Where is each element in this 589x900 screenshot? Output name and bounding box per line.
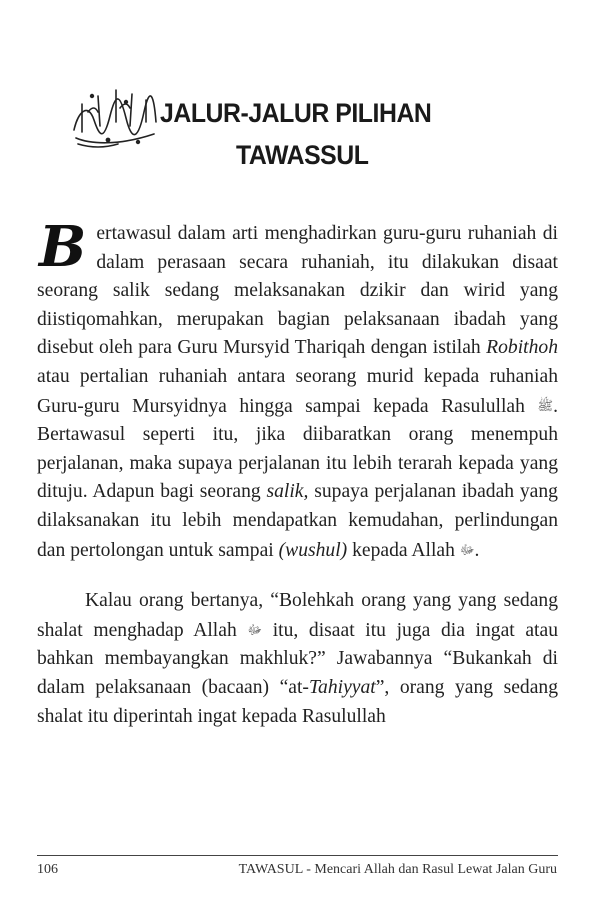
term-robithoh: Robithoh <box>486 337 558 359</box>
running-title: TAWASUL - Mencari Allah dan Rasul Lewat Jalan Guru <box>238 862 557 877</box>
drop-cap: B <box>39 214 87 280</box>
chapter-heading <box>68 80 538 190</box>
subhanahu-wa-taala-symbol-icon: ﷻ <box>459 541 475 557</box>
salawat-symbol-icon: ﷺ <box>537 397 554 413</box>
paragraph-1-text-2: atau pertalian ruhaniah antara seorang murid kepada ruhaniah Guru-guru Mursyidnya hingga sampai kepada Rasulullah <box>37 365 558 417</box>
paragraph-2 <box>37 587 558 731</box>
paragraph-1-text-4: supaya perjalanan ibadah yang dilaksanakan itu lebih mendapatkan kemudahan, perlindungan dan pertolongan untuk sampai <box>37 481 558 561</box>
paragraph-1 <box>37 214 558 565</box>
paragraph-1-text-3: . Bertawasul seperti itu, jika diibaratkan orang menempuh perjalanan, maka supaya perjalanan itu lebih terarah kepada yang dituju. Adapun bagi seorang <box>37 395 558 503</box>
arabic-calligraphy-ornament-icon <box>68 82 160 152</box>
subhanahu-wa-taala-symbol-icon: ﷻ <box>247 621 263 637</box>
chapter-title-line-1: JALUR-JALUR PILIHAN <box>160 98 432 128</box>
paragraph-1-text-6: . <box>474 539 480 561</box>
chapter-title-line-2: TAWASSUL <box>236 140 369 170</box>
paragraph-2-text-1: Kalau orang bertanya, “Bolehkah orang yang yang sedang shalat menghadap Allah <box>37 590 558 641</box>
paragraph-2-text-2: itu, disaat itu juga dia ingat atau bahkan membayangkan makhluk?” Jawabannya “Bukankah di dalam pelaksanaan (bacaan) “at- <box>37 619 558 698</box>
paragraph-1-text-5: kepada Allah <box>347 539 460 561</box>
page-number: 106 <box>37 862 58 877</box>
term-tahiyyat: Tahiyyat <box>308 676 376 698</box>
term-wushul: (wushul) <box>278 539 348 561</box>
body-text <box>37 214 558 731</box>
paragraph-1-text-1: ertawasul dalam arti menghadirkan guru-guru ruhaniah di dalam perasaan secara ruhaniah, itu dilakukan disaat seorang salik sedang melaksanakan dzikir dan wirid yang diistiqomahkan, merupakan bagian pelaksanaan ibadah yang disebut oleh para Guru Mursyid Thariqah dengan istilah <box>37 223 558 359</box>
paragraph-2-text-3: ”, orang yang sedang shalat itu diperintah ingat kepada Rasulullah <box>37 676 558 727</box>
term-salik: salik, <box>266 481 309 503</box>
footer-divider <box>37 855 558 856</box>
